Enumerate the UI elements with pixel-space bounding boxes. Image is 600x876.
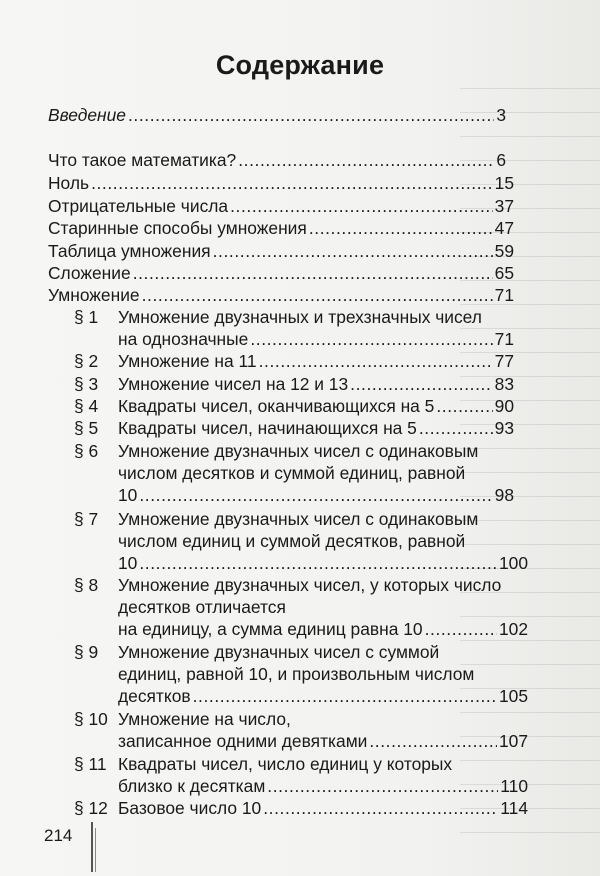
toc-entry — [48, 172, 514, 194]
leader-dots — [128, 104, 494, 126]
page-title: Содержание — [215, 50, 385, 80]
section-number: § 10 — [74, 709, 108, 729]
section-number: § 8 — [74, 575, 99, 595]
toc-entry — [118, 552, 528, 574]
toc-entry-title: Отрицательные числа — [48, 196, 229, 216]
section-title-line: Умножение двузначных чисел с одинаковым — [118, 509, 479, 529]
leader-dots — [213, 240, 493, 262]
toc-entry-title: Ноль — [48, 173, 90, 193]
section-number: § 3 — [74, 374, 99, 394]
toc-entry — [118, 797, 528, 819]
toc-entry-title: Базовое число 10 — [118, 798, 262, 818]
section-title-line: числом единиц и суммой десятков, равной — [118, 531, 466, 551]
toc-entry-page: 71 — [494, 329, 514, 349]
section-title-line: Умножение двузначных и трехзначных чисел — [118, 307, 482, 327]
leader-dots — [193, 685, 497, 707]
leader-dots — [425, 618, 497, 640]
section-number: § 9 — [74, 642, 99, 662]
toc-entry-page: 15 — [494, 173, 514, 193]
toc-entry-title: Квадраты чисел, начинающихся на 5 — [118, 418, 417, 438]
toc-entry-page: 107 — [498, 731, 528, 751]
toc-entry-title: на единицу, а сумма единиц равна 10 — [118, 619, 423, 639]
toc-entry — [48, 240, 514, 262]
toc-entry — [118, 395, 514, 417]
leader-dots — [250, 328, 492, 350]
section-title-line: Умножение двузначных чисел с суммой — [118, 642, 440, 662]
toc-entry-page: 114 — [500, 798, 528, 818]
margin-rule — [91, 822, 93, 872]
page-number: 214 — [44, 826, 73, 845]
toc-entry-page: 90 — [494, 396, 514, 416]
toc-entry-title: Что такое математика? — [48, 150, 237, 170]
toc-entry-title: Квадраты чисел, оканчивающихся на 5 — [118, 396, 435, 416]
toc-entry-title: близко к десяткам — [118, 776, 266, 796]
toc-entry-title: десятков — [118, 686, 191, 706]
leader-dots — [91, 172, 493, 194]
toc-entry-page: 6 — [496, 150, 506, 170]
toc-entry-title: записанное одними девятками — [118, 731, 368, 751]
toc-entry — [48, 149, 506, 171]
toc-entry-page: 100 — [498, 553, 528, 573]
leader-dots — [263, 797, 498, 819]
toc-entry-page: 59 — [494, 241, 514, 261]
toc-entry-page: 37 — [494, 196, 514, 216]
leader-dots — [369, 730, 497, 752]
toc-entry — [48, 284, 514, 306]
toc-entry — [118, 373, 514, 395]
leader-dots — [309, 217, 493, 239]
toc-entry — [118, 730, 528, 752]
toc-entry — [48, 104, 506, 126]
section-number: § 12 — [74, 798, 108, 818]
leader-dots — [436, 395, 492, 417]
toc-entry-title: Сложение — [48, 263, 131, 283]
toc-entry-title: Таблица умножения — [48, 241, 211, 261]
section-title-line: числом десятков и суммой единиц, равной — [118, 463, 466, 483]
leader-dots — [230, 195, 493, 217]
toc-entry — [118, 618, 528, 640]
section-number: § 1 — [74, 307, 99, 327]
section-number: § 4 — [74, 396, 99, 416]
toc-entry-page: 3 — [496, 105, 506, 125]
toc-entry — [118, 328, 514, 350]
toc-entry-title: Введение — [48, 105, 126, 125]
toc-entry — [118, 775, 528, 797]
toc-entry — [48, 195, 514, 217]
leader-dots — [142, 284, 493, 306]
toc-entry — [118, 484, 514, 506]
margin-rule — [95, 828, 96, 872]
toc-entry-title: Умножение — [48, 285, 140, 305]
toc-entry-page: 77 — [494, 351, 514, 371]
toc-entry — [118, 685, 528, 707]
toc-entry-page: 65 — [494, 263, 514, 283]
section-title-line: Умножение двузначных чисел, у которых число — [118, 575, 502, 595]
toc-entry — [48, 262, 514, 284]
section-title-line: десятков отличается — [118, 597, 286, 617]
toc-entry-page: 83 — [494, 374, 514, 394]
toc-entry-page: 71 — [494, 285, 514, 305]
toc-entry-title: 10 — [118, 553, 138, 573]
toc-entry — [48, 217, 514, 239]
toc-entry-page: 102 — [498, 619, 528, 639]
toc-entry-page: 105 — [498, 686, 528, 706]
section-title-line: Умножение двузначных чисел с одинаковым — [118, 441, 479, 461]
toc-entry-title: Умножение на 11 — [118, 351, 257, 371]
toc-entry — [118, 417, 514, 439]
toc-entry-title: 10 — [118, 485, 138, 505]
section-number: § 2 — [74, 351, 99, 371]
section-title-line: единиц, равной 10, и произвольным числом — [118, 664, 475, 684]
section-title-line: Умножение на число, — [118, 709, 291, 729]
toc-entry-page: 98 — [494, 485, 514, 505]
toc-entry-page: 47 — [494, 218, 514, 238]
section-title-line: Квадраты чисел, число единиц у которых — [118, 754, 453, 774]
leader-dots — [238, 149, 494, 171]
leader-dots — [139, 552, 497, 574]
toc-entry-page: 93 — [494, 418, 514, 438]
toc-entry — [118, 350, 514, 372]
leader-dots — [139, 484, 492, 506]
leader-dots — [267, 775, 498, 797]
leader-dots — [133, 262, 493, 284]
leader-dots — [350, 373, 493, 395]
toc-entry-title: Умножение чисел на 12 и 13 — [118, 374, 349, 394]
section-number: § 7 — [74, 509, 99, 529]
leader-dots — [259, 350, 493, 372]
section-number: § 6 — [74, 441, 99, 461]
toc-entry-title: Старинные способы умножения — [48, 218, 307, 238]
section-number: § 5 — [74, 418, 99, 438]
toc-entry-page: 110 — [500, 776, 528, 796]
toc-entry-title: на однозначные — [118, 329, 249, 349]
leader-dots — [419, 417, 493, 439]
section-number: § 11 — [74, 754, 107, 774]
